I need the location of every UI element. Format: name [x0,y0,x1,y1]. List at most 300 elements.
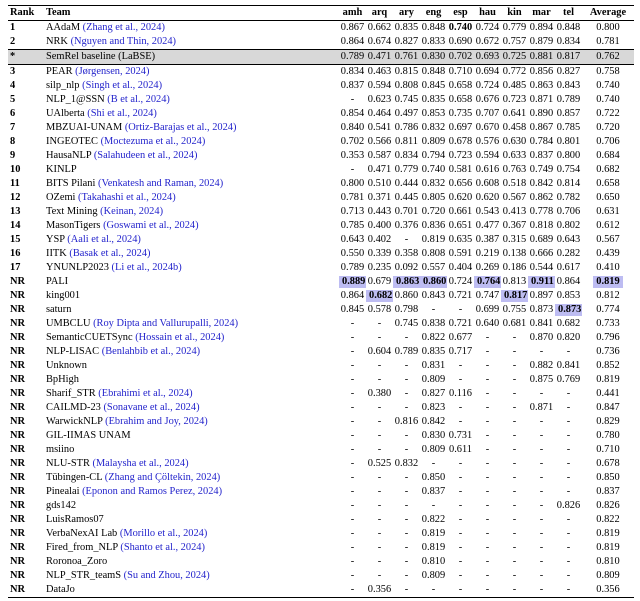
rank-cell: 4 [10,80,16,91]
score-cell: - [485,388,490,399]
citation-link[interactable]: (Zhang and Çöltekin, 2024) [104,472,221,483]
team-name: YSP [46,234,65,245]
citation-link[interactable]: (Nguyen and Thin, 2024) [70,36,176,47]
team-cell [44,205,339,219]
score-cell: - [404,430,409,441]
team-name: UAlberta [46,108,85,119]
team-name: msiino [46,444,75,455]
score-cell: 0.789 [556,94,581,105]
table-row [8,429,634,443]
rank-cell: 1 [10,22,16,33]
team-cell [44,93,339,107]
score-cell: - [512,472,517,483]
team-name: Roronoa_Zoro [46,556,108,567]
score-cell: - [458,528,463,539]
score-cell: - [404,444,409,455]
score-cell: 0.819 [421,528,446,539]
score-cell: - [512,388,517,399]
score-cell: 0.694 [475,66,500,77]
score-cell: 0.781 [340,192,365,203]
table-row [8,149,634,163]
score-cell: 0.784 [529,136,554,147]
score-cell: 0.850 [421,472,446,483]
rank-cell: NR [10,556,26,567]
score-cell: 0.640 [475,318,500,329]
citation-link[interactable]: (Goswami et al., 2024) [103,220,199,231]
score-cell: 0.684 [596,150,620,161]
team-name: SemRel baseline (LaBSE) [46,51,156,62]
score-cell: - [350,430,355,441]
score-cell: 0.735 [448,108,473,119]
score-cell: 0.740 [596,94,620,105]
table-row [8,345,634,359]
team-cell [44,233,339,247]
score-cell: - [350,514,355,525]
score-cell: - [512,584,517,595]
score-cell: 0.857 [556,108,581,119]
score-cell: 0.581 [448,164,473,175]
score-cell: - [512,332,517,343]
score-cell: - [458,374,463,385]
score-cell [393,275,420,289]
score-cell: - [350,164,355,175]
score-cell: 0.882 [529,360,554,371]
score-cell: - [566,556,571,567]
score-cell: 0.656 [448,178,473,189]
score-cell: - [458,570,463,581]
score-cell: 0.827 [421,388,446,399]
citation-link[interactable]: (Aali et al., 2024) [67,234,141,245]
score-cell: - [350,402,355,413]
team-cell [44,499,339,513]
score-cell: - [539,346,544,357]
score-cell: 0.834 [340,66,365,77]
score-cell: 0.890 [529,108,554,119]
rank-cell: NR [10,332,26,343]
rank-cell: NR [10,388,26,399]
score-cell: 0.567 [502,192,527,203]
score-cell: - [350,332,355,343]
score-cell: 0.661 [448,206,473,217]
score-cell: - [458,584,463,595]
score-cell: - [566,430,571,441]
team-name: NLP_1@SSN [46,94,105,105]
score-cell: - [404,542,409,553]
team-name: IITK [46,248,67,259]
score-cell: 0.441 [596,388,620,399]
score-cell: 0.578 [367,304,392,315]
score-cell: 0.376 [394,220,419,231]
score-cell: 0.186 [502,262,527,273]
column-header-amh: amh [339,6,366,21]
citation-link[interactable]: (Salahudeen et al., 2024) [93,150,198,161]
score-cell: 0.822 [596,514,620,525]
score-cell: 0.557 [421,262,446,273]
score-cell: 0.631 [596,206,620,217]
team-cell [44,485,339,499]
score-cell: 0.706 [596,136,620,147]
score-cell: 0.848 [421,22,446,33]
score-cell: 0.782 [556,192,581,203]
score-cell: - [566,416,571,427]
citation-link[interactable]: (Shanto et al., 2024) [120,542,205,553]
score-cell: 0.809 [421,136,446,147]
score-cell: - [350,346,355,357]
score-cell: 0.794 [421,150,446,161]
team-name: GIL-IIMAS UNAM [46,430,131,441]
score-cell: - [404,570,409,581]
score-cell: - [485,472,490,483]
score-cell: - [566,486,571,497]
citation-link[interactable]: (Keinan, 2024) [100,206,164,217]
score-cell: 0.779 [394,164,419,175]
score-cell: 0.541 [367,122,392,133]
score-cell: - [485,556,490,567]
team-cell [44,415,339,429]
score-cell: - [404,472,409,483]
column-header-ary: ary [393,6,420,21]
score-cell: - [485,542,490,553]
score-cell: 0.838 [421,318,446,329]
team-cell [44,527,339,541]
rank-cell: NR [10,458,26,469]
score-cell: - [539,584,544,595]
score-cell: 0.697 [448,122,473,133]
score-cell: 0.809 [596,570,620,581]
rank-cell: 13 [10,206,21,217]
score-cell: - [377,374,382,385]
team-cell [44,359,339,373]
score-cell: 0.837 [421,486,446,497]
score-cell: 0.758 [596,66,620,77]
score-cell: - [431,584,436,595]
score-cell: - [350,570,355,581]
citation-link[interactable]: (Su and Zhou, 2024) [123,570,210,581]
score-cell: 0.710 [596,444,620,455]
score-cell: 0.497 [394,108,419,119]
rank-cell: 15 [10,234,21,245]
citation-link[interactable]: (B et al., 2024) [107,94,170,105]
score-cell: 0.809 [421,374,446,385]
score-cell: - [512,360,517,371]
score-cell: - [485,416,490,427]
score-cell: 0.850 [596,472,620,483]
best-score-highlight: 0.817 [501,290,528,302]
score-cell: 0.820 [556,332,581,343]
score-cell: 0.387 [475,234,500,245]
team-cell [44,429,339,443]
team-cell [44,107,339,121]
team-name: saturn [46,304,72,315]
score-cell: 0.402 [367,234,392,245]
score-cell: 0.623 [367,94,392,105]
rank-cell: NR [10,346,26,357]
score-cell: 0.723 [502,94,527,105]
score-cell: - [485,444,490,455]
score-cell: - [350,500,355,511]
table-row [8,205,634,219]
score-cell: - [539,514,544,525]
citation-link[interactable]: (Hossain et al., 2024) [135,332,225,343]
score-cell: - [539,556,544,567]
score-cell: 0.670 [475,122,500,133]
table-row [8,359,634,373]
score-cell: - [404,528,409,539]
score-cell: - [485,402,490,413]
score-cell: - [458,542,463,553]
score-cell: 0.871 [529,402,554,413]
rank-cell: NR [10,402,26,413]
score-cell: 0.805 [421,192,446,203]
rank-cell: 2 [10,36,16,47]
score-cell: - [485,570,490,581]
citation-link[interactable]: (Eponon and Ramos Perez, 2024) [82,486,223,497]
rank-cell: 8 [10,136,16,147]
score-cell: - [350,318,355,329]
citation-link[interactable]: (Roy Dipta and Vallurupalli, 2024) [93,318,239,329]
citation-link[interactable]: (Ortiz-Barajas et al., 2024) [124,122,237,133]
citation-link[interactable]: (Morillo et al., 2024) [119,528,208,539]
score-cell: - [431,500,436,511]
table-row [8,373,634,387]
score-cell: 0.823 [421,402,446,413]
score-cell: - [350,556,355,567]
score-cell: 0.833 [421,36,446,47]
rank-cell: NR [10,528,26,539]
score-cell: - [512,570,517,581]
best-score-highlight: 0.863 [393,276,420,288]
score-cell: 0.740 [421,164,446,175]
score-cell: 0.616 [475,164,500,175]
score-cell: 0.643 [340,234,365,245]
score-cell: 0.848 [421,66,446,77]
score-cell: 0.745 [394,94,419,105]
score-cell: - [512,542,517,553]
score-cell: - [404,360,409,371]
score-cell: - [350,528,355,539]
score-cell: 0.630 [502,136,527,147]
score-cell: 0.808 [421,248,446,259]
score-cell: 0.881 [528,50,555,65]
score-cell: 0.690 [448,36,473,47]
citation-link[interactable]: (Malaysha et al., 2024) [92,458,189,469]
score-cell: - [350,94,355,105]
score-cell: - [377,514,382,525]
table-row [8,275,634,289]
citation-link[interactable]: (Sonavane et al., 2024) [103,402,200,413]
score-cell: 0.611 [449,444,472,455]
score-cell: 0.853 [421,108,446,119]
score-cell: - [485,514,490,525]
best-score-highlight: 0.764 [474,276,501,288]
team-name: NRK [46,36,68,47]
score-cell: 0.092 [394,262,419,273]
rank-cell: 14 [10,220,21,231]
table-row [8,443,634,457]
score-cell: - [350,388,355,399]
citation-link[interactable]: (Benlahbib et al., 2024) [101,346,201,357]
score-cell: - [566,444,571,455]
rank-cell: 5 [10,94,16,105]
score-cell [528,275,555,289]
rank-cell: NR [10,486,26,497]
score-cell: - [539,472,544,483]
table-row [8,79,634,93]
score-cell: 0.658 [448,94,473,105]
score-cell: 0.853 [556,290,581,301]
score-cell: - [458,304,463,315]
column-header-rank: Rank [8,6,44,21]
score-cell: 0.543 [475,206,500,217]
team-name: NLU-STR [46,458,90,469]
score-cell: 0.798 [394,304,419,315]
citation-link[interactable]: (Ebrahimi et al., 2024) [98,388,193,399]
score-cell: 0.689 [529,234,554,245]
score-cell: - [377,556,382,567]
rank-cell: NR [10,416,26,427]
team-name: WarwickNLP [46,416,103,427]
score-cell: 0.786 [394,122,419,133]
score-cell: 0.835 [421,346,446,357]
team-cell [44,443,339,457]
score-cell: - [485,584,490,595]
score-cell: 0.635 [448,234,473,245]
table-row [8,163,634,177]
score-cell: 0.781 [596,36,620,47]
score-cell: - [377,570,382,581]
team-cell [44,21,339,36]
score-cell: - [512,458,517,469]
score-cell: - [539,542,544,553]
table-body [8,21,634,598]
score-cell: 0.852 [596,360,620,371]
score-cell: 0.666 [529,248,554,259]
score-cell: 0.785 [340,220,365,231]
score-cell: 0.800 [340,178,365,189]
score-cell: 0.410 [596,262,620,273]
table-row [8,21,634,36]
score-cell: 0.235 [367,262,392,273]
citation-link[interactable]: (Jørgensen, 2024) [75,66,150,77]
citation-link[interactable]: (Basak et al., 2024) [69,248,151,259]
score-cell: 0.813 [502,276,527,287]
score-cell: 0.841 [556,360,581,371]
citation-link[interactable]: (Venkatesh and Raman, 2024) [97,178,224,189]
score-cell: - [512,402,517,413]
score-cell: - [377,472,382,483]
rank-cell: 7 [10,122,16,133]
score-cell: 0.829 [596,416,620,427]
table-row [8,303,634,317]
score-cell: 0.894 [529,22,554,33]
score-cell: 0.463 [367,66,392,77]
score-cell: - [458,514,463,525]
score-cell: 0.116 [449,388,472,399]
score-cell: - [485,528,490,539]
citation-link[interactable]: (Takahashi et al., 2024) [78,192,176,203]
score-cell: - [377,318,382,329]
team-name: SemanticCUETSync [46,332,133,343]
score-cell: - [539,500,544,511]
score-cell: 0.860 [394,290,419,301]
citation-link[interactable]: (Li et al., 2024b) [111,262,182,273]
score-cell: 0.822 [421,514,446,525]
rank-cell: 6 [10,108,16,119]
score-cell: - [566,402,571,413]
score-cell [339,275,366,289]
score-cell: 0.485 [502,80,527,91]
score-cell: - [458,402,463,413]
score-cell: - [485,458,490,469]
score-cell: 0.353 [340,150,365,161]
score-cell: - [377,430,382,441]
team-cell [44,541,339,555]
score-cell: 0.832 [394,458,419,469]
score-cell: - [512,528,517,539]
score-cell: 0.721 [448,318,473,329]
score-cell: - [485,430,490,441]
citation-link[interactable]: (Ebrahim and Joy, 2024) [105,416,208,427]
score-cell: 0.587 [367,150,392,161]
score-cell: 0.841 [529,318,554,329]
score-cell: 0.617 [556,262,581,273]
citation-link[interactable]: (Shi et al., 2024) [87,108,157,119]
score-cell: 0.832 [421,178,446,189]
team-cell [44,331,339,345]
score-cell: 0.443 [367,206,392,217]
score-cell: 0.620 [475,192,500,203]
score-cell: 0.810 [596,556,620,567]
score-cell: 0.826 [556,500,581,511]
score-cell: 0.745 [394,318,419,329]
score-cell: 0.800 [556,150,581,161]
citation-link[interactable]: (Singh et al., 2024) [82,80,163,91]
score-cell: 0.867 [340,22,365,33]
team-cell [44,289,339,303]
score-cell: 0.830 [421,430,446,441]
score-cell: 0.702 [447,50,474,65]
results-table [8,5,634,598]
column-header-esp: esp [447,6,474,21]
score-cell: 0.678 [596,458,620,469]
score-cell: 0.826 [596,500,620,511]
score-cell: 0.819 [596,542,620,553]
team-cell [44,247,339,261]
score-cell: 0.699 [475,304,500,315]
rank-cell: 12 [10,192,21,203]
score-cell: 0.754 [556,164,581,175]
citation-link[interactable]: (Zhang et al., 2024) [82,22,165,33]
score-cell: 0.604 [367,346,392,357]
citation-link[interactable]: (Moctezuma et al., 2024) [100,136,206,147]
score-cell: 0.840 [340,122,365,133]
team-name: silp_nlp [46,80,80,91]
score-cell: 0.827 [556,66,581,77]
score-cell: - [350,472,355,483]
rank-cell: NR [10,542,26,553]
score-cell: - [485,374,490,385]
score-cell: 0.707 [475,108,500,119]
score-cell: 0.817 [555,50,582,65]
score-cell: 0.471 [367,164,392,175]
score-cell: - [377,500,382,511]
score-cell: 0.769 [556,374,581,385]
score-cell: 0.772 [502,66,527,77]
table-row [8,135,634,149]
team-name: VerbaNexAI Lab [46,528,118,539]
score-cell: 0.757 [502,36,527,47]
column-header-average: Average [582,6,634,21]
